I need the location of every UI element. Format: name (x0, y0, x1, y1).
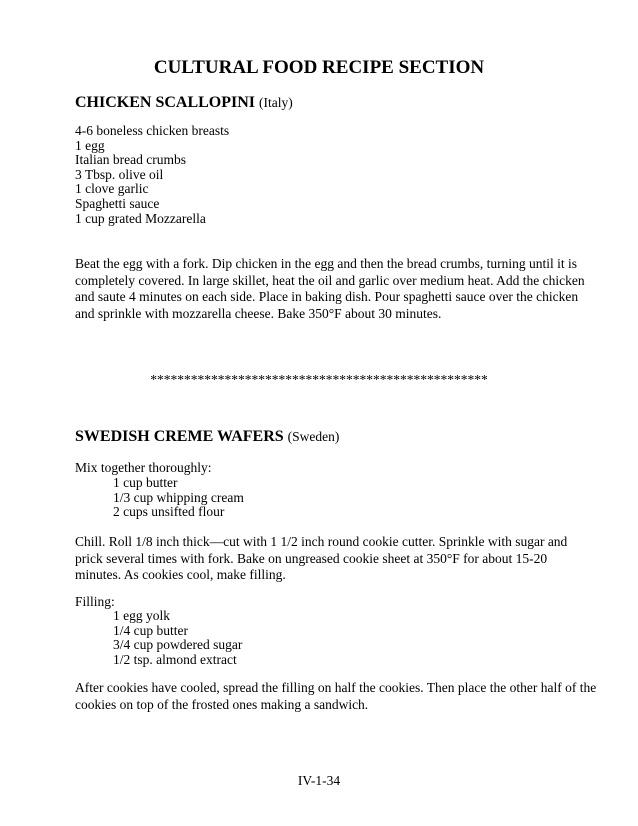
ingredient-line: 4-6 boneless chicken breasts (75, 123, 230, 138)
directions-line: Beat the egg with a fork. Dip chicken in the egg and then the bread crumbs, turning until it is (75, 256, 577, 271)
directions-swedish-creme-wafers (75, 534, 569, 584)
ingredient-line: 1/4 cup butter (113, 622, 188, 638)
asterisk-separator: ************************************************** (150, 372, 488, 387)
page-title: CULTURAL FOOD RECIPE SECTION (153, 57, 485, 78)
ingredient-line: 3/4 cup powdered sugar (113, 637, 243, 653)
ingredient-line: 1 egg yolk (113, 608, 170, 623)
mix-label: Mix together thoroughly: (75, 460, 212, 475)
ingredient-line: 1/2 tsp. almond extract (113, 651, 237, 667)
ingredient-list-chicken-scallopini (75, 124, 229, 226)
recipe-origin: (Sweden) (287, 429, 340, 444)
recipe-heading-chicken-scallopini (75, 94, 293, 112)
ingredient-line: 2 cups unsifted flour (113, 504, 225, 520)
ingredient-line: 1 cup butter (113, 475, 178, 490)
directions-line: After cookies have cooled, spread the filling on half the cookies. Then place the other half of the (75, 680, 597, 695)
recipe-origin: (Italy) (259, 95, 293, 110)
directions-line: prick several times with fork. Bake on ungreased cookie sheet at 350°F for about 15-20 (75, 550, 548, 566)
filling-label: Filling: (75, 594, 115, 609)
ingredient-line: Spaghetti sauce (75, 195, 160, 211)
ingredient-line: Italian bread crumbs (75, 152, 186, 168)
ingredient-line: 1 cup grated Mozzarella (75, 210, 206, 226)
directions-line: completely covered. In large skillet, heat the oil and garlic over medium heat. Add the chicken (75, 272, 585, 288)
ingredient-line: 1/3 cup whipping cream (113, 489, 244, 505)
directions-line: cookies on top of the frosted ones making a sandwich. (75, 696, 369, 712)
directions-line: minutes. As cookies cool, make filling. (75, 567, 286, 583)
ingredient-line: 3 Tbsp. olive oil (75, 166, 164, 182)
filling-ingredient-list (113, 609, 242, 667)
ingredient-line: 1 clove garlic (75, 181, 149, 197)
directions-line: and sprinkle with mozzarella cheese. Bake 350°F about 30 minutes. (75, 305, 442, 321)
directions-chicken-scallopini (75, 256, 585, 322)
ingredient-line: 1 egg (75, 137, 105, 153)
recipe-name: CHICKEN SCALLOPINI (75, 94, 256, 111)
directions-line: and saute 4 minutes on each side. Place in baking dish. Pour spaghetti sauce over the chicken (75, 289, 579, 305)
recipe-heading-swedish-creme-wafers (75, 428, 339, 446)
mix-ingredient-list (113, 476, 244, 520)
closing-instructions (75, 680, 597, 713)
page-number: IV-1-34 (297, 773, 341, 788)
directions-line: Chill. Roll 1/8 inch thick—cut with 1 1/2 inch round cookie cutter. Sprinkle with sugar and (75, 534, 568, 549)
recipe-name: SWEDISH CREME WAFERS (75, 428, 284, 445)
